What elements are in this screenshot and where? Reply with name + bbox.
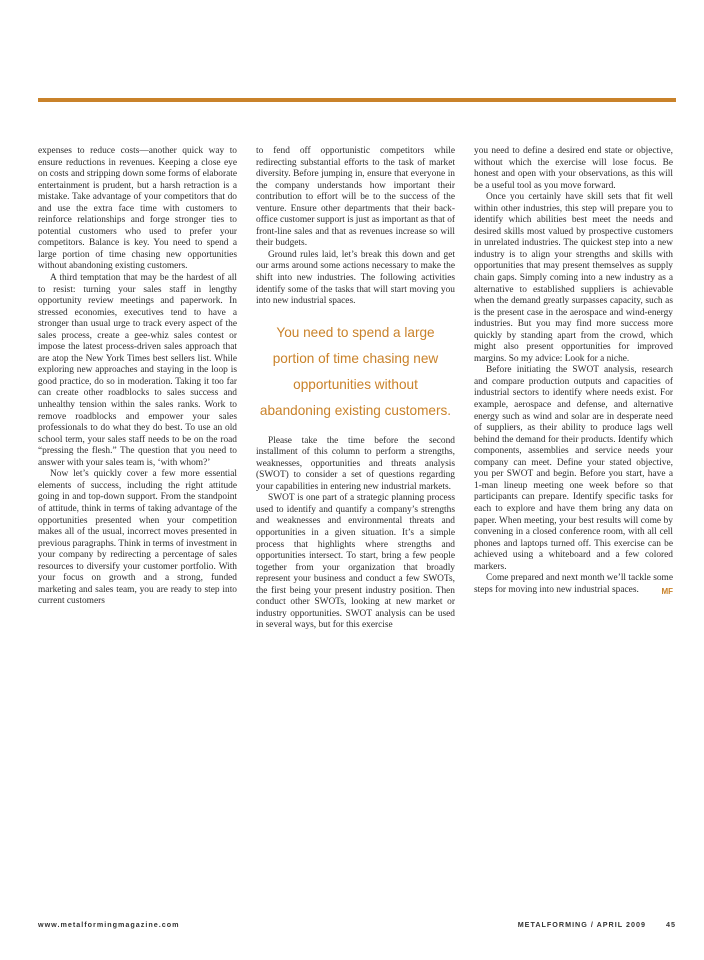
end-of-article-mark: MF (661, 586, 673, 596)
page-number: 45 (666, 920, 676, 929)
column-3 (474, 146, 673, 597)
paragraph: SWOT is one part of a strategic planning process used to identify and quantify a company’s strengths and weaknesses and environmental threats and opportunities in a given situation. It’s a simple process that highlights where strengths and opportunities intersect. To start, bring a few people together from your organization that broadly represent your business and conduct a few SWOTs, the first being your present industry position. Then conduct other SWOTs, looking at new market or industry opportunities. SWOT analysis can be used in several ways, but for this exercise (256, 493, 455, 631)
page-footer (38, 920, 676, 934)
paragraph: Now let’s quickly cover a few more essential elements of success, including the right attitude going in and top-down support. From the standpoint of attitude, think in terms of taking advantage of the opportunities presented when your competition makes all of the usual, incorrect moves presented in previous paragraphs. Think in terms of investment in your company by redirecting a percentage of sales resources to diversify your customer portfolio. With your focus on growth and a strong, funded marketing and sales team, you are ready to step into current customers (38, 469, 237, 607)
paragraph: you need to define a desired end state or objective, without which the exercise will lose focus. Be honest and open with your observations, as this will be a useful tool as you move forward. (474, 146, 673, 191)
paragraph: to fend off opportunistic competitors while redirecting substantial efforts to the task of market diversity. Before jumping in, ensure that everyone in the company understands how important their contribution to effort will be to the success of the venture. Ensure other departments that their back-office customer support is just as important as that of front-line sales and that as revenues increase so will their budgets. (256, 146, 456, 249)
paragraph (474, 573, 673, 596)
paragraph: expenses to reduce costs—another quick way to ensure reductions in revenues. Keeping a close eye on costs and stripping down some forms of elaborate entertainment is prudent, but a harsh retraction is a mistake. Take advantage of your competitors that do and use the extra face time with customers to reinforce relationships and forge stronger ties to potential customers who used to prefer your competitors. Balance is key. You need to spend a large portion of time chasing new opportunities without abandoning existing customers. (38, 146, 237, 272)
top-accent-rule (38, 98, 676, 102)
column-1 (38, 146, 237, 608)
closing-text: Come prepared and next month we’ll tackle some steps for moving into new industrial spaces. (474, 573, 673, 595)
footer-website: www.metalformingmagazine.com (38, 920, 180, 929)
footer-publication: METALFORMING / APRIL 2009 (517, 920, 646, 929)
column-2 (256, 146, 455, 632)
pull-quote: You need to spend a large portion of time chasing new opportunities without abandoning existing customers. (259, 324, 452, 418)
paragraph: Ground rules laid, let’s break this down and get our arms around some actions necessary to make the shift into new industries. The following activities identify some of the tasks that will start moving you into new industrial spaces. (256, 249, 455, 307)
paragraph: Once you certainly have skill sets that fit well within other industries, this step will prepare you to identify which abilities best meet the needs and desired skills most valued by prospective customers in unrelated industries. The quickest step into a new industry is to align your strengths and skills with opportunities that may present themselves as supply chain gaps. Simply coming into a new industry as a alternative to established suppliers is achievable when the demand greatly surpasses capacity, such as is the present case in the aerospace and wind-energy industries. But you may find more success more quickly by standing apart from the crowd, which might also present opportunities for improved margins. So my advice: Look for a niche. (474, 192, 673, 364)
paragraph: Before initiating the SWOT analysis, research and compare production outputs and capacities of industrial sectors to identify where needs exist. For example, aerospace and defense, and alternative energy such as wind and solar are in desperate need of suppliers, as their ability to produce lags well behind the demand for their products. Identify which components, assemblies and service needs your company can meet. Define your stated objective, you per SWOT and begin. Before you start, have a 1-man lineup meeting one week before so that participants can prepare. Identify specific tasks for each to explore and have them bring any data on paper. When meeting, your best results will come by convening in a closed conference room, with all cell phones and laptops turned off. This exercise can be achieved using a whiteboard and a few colored markers. (474, 365, 673, 572)
paragraph: A third temptation that may be the hardest of all to resist: turning your sales staff in lengthy opportunity review meetings and paperwork. In stressed economies, executives tend to have a stronger than usual urge to track every aspect of the sales process, create a gee-whiz sales contest or impose the latest process-driven sales approach that are atop the New York Times best sellers list. While exploring new approaches and staying in the loop is good practice, do so in moderation. Taking it too far can create other roadblocks to sales success and unhealthy tension within the sales ranks. Work to remove roadblocks and empower your sales professionals to do what they do best. To use an old school term, your sales staff needs to be on the road “pressing the flesh.” The question that you need to answer with your sales team is, ‘with whom?’ (38, 273, 237, 468)
paragraph: Please take the time before the second installment of this column to perform a strengths, weaknesses, opportunities and threats analysis (SWOT) to consider a set of questions regarding your capabilities in entering new industrial markets. (256, 435, 455, 492)
